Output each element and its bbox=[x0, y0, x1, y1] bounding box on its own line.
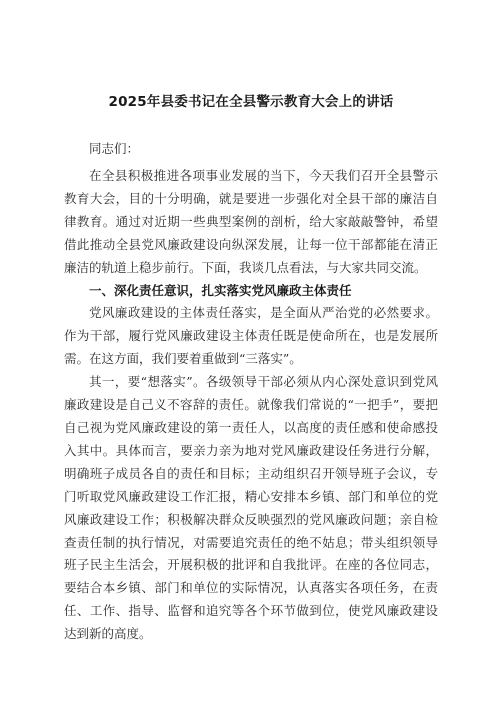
salutation: 同志们： bbox=[89, 141, 140, 156]
section-1-paragraph-1: 党风廉政建设的主体责任落实，是全面从严治党的必然要求。作为干部，履行党风廉政建设主体责任既是使命所在，也是发展所需。在这方面，我们要着重做到“三落实”。 bbox=[64, 305, 438, 367]
section-1-paragraph-2: 其一，要“想落实”。各级领导干部必须从内心深处意识到党风廉政建设是自己义不容辞的责任。就像我们常说的“一把手”，要把自己视为党风廉政建设的第一责任人，以高度的责任感和使命感投入其中。具体而言，要亲力亲为地对党风廉政建设任务进行分解，明确班子成员各自的责任和目标；主动组织召开领导班子会议，专门听取党风廉政建设工作汇报，精心安排本乡镇、部门和单位的党风廉政建设工作；积极解决群众反映强烈的党风廉政问题；亲自检查责任制的执行情况，对需要追究责任的绝不姑息；带头组织领导班子民主生活会，开展积极的批评和自我批评。在座的各位同志，要结合本乡镇、部门和单位的实际情况，认真落实各项任务，在责任、工作、指导、监督和追究等各个环节做到位，使党风廉政建设达到新的高度。 bbox=[64, 374, 438, 642]
document-title: 2025年县委书记在全县警示教育大会上的讲话 bbox=[108, 94, 394, 110]
section-1-heading: 一、深化责任意识，扎实落实党风廉政主体责任 bbox=[89, 282, 352, 298]
document-body bbox=[64, 90, 438, 646]
intro-paragraph: 在全县积极推进各项事业发展的当下，今天我们召开全县警示教育大会，目的十分明确，就是要进一步强化对全县干部的廉洁自律教育。通过对近期一些典型案例的剖析，给大家敲敲警钟，希望借此推动全县党风廉政建设向纵深发展，让每一位干部都能在清正廉洁的轨道上稳步前行。下面，我谈几点看法，与大家共同交流。 bbox=[64, 168, 438, 275]
